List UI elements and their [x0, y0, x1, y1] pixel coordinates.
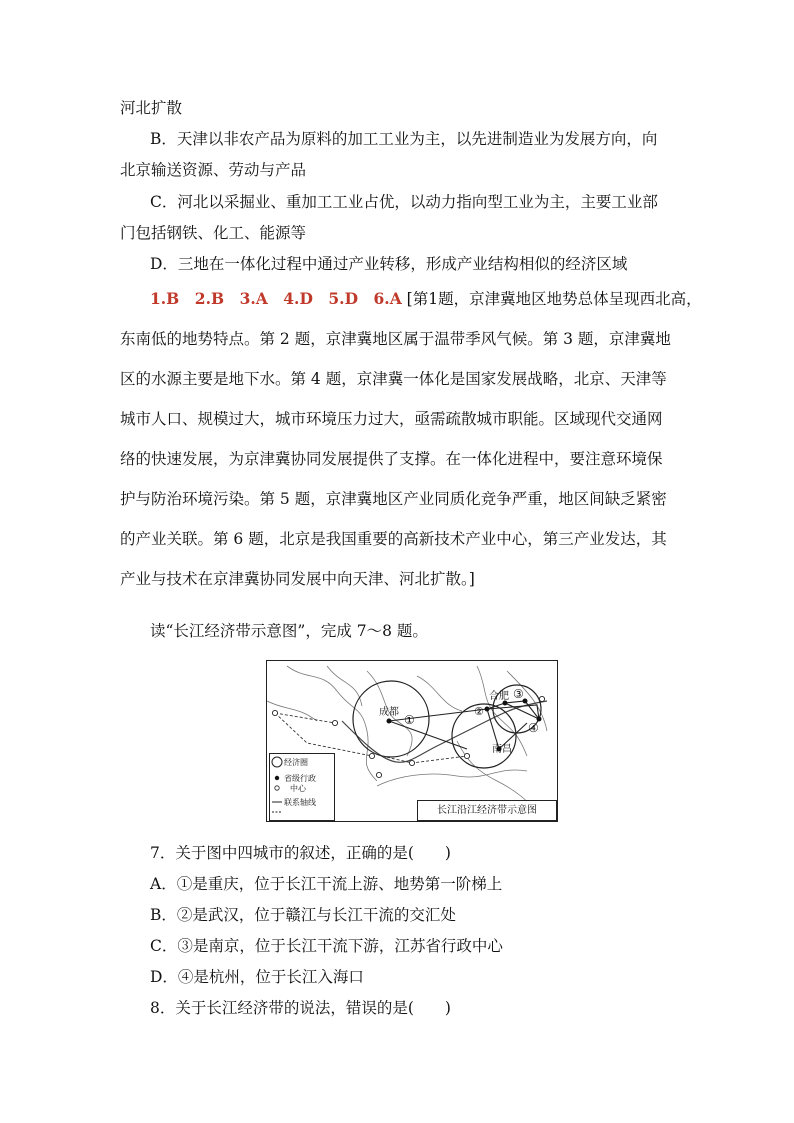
label-city-2: ② — [474, 705, 484, 718]
yangtze-map-figure — [266, 660, 558, 822]
answer-line1 — [150, 289, 702, 309]
map-legend — [269, 753, 335, 821]
legend-center: 中心 — [290, 784, 306, 793]
answer-explanation-start: [第1题，京津冀地区地势总体呈现西北高， — [406, 290, 702, 308]
label-hefei: 合肥 — [489, 691, 509, 702]
answer-line7: 的产业关联。第 6 题，北京是我国重要的高新技术产业中心，第三产业发达，其 — [120, 530, 667, 548]
answer-line4: 城市人口、规模过大，城市环境压力过大，亟需疏散城市职能。区域现代交通网 — [120, 410, 663, 428]
answer-line8: 产业与技术在京津冀协同发展中向天津、河北扩散。] — [120, 570, 475, 588]
option-d: D．三地在一体化过程中通过产业转移，形成产业结构相似的经济区域 — [150, 255, 628, 273]
label-nanchang: 南昌 — [492, 744, 512, 755]
q7-option-b: B．②是武汉，位于赣江与长江干流的交汇处 — [150, 906, 456, 924]
q7-option-a: A．①是重庆，位于长江干流上游、地势第一阶梯上 — [150, 875, 503, 893]
label-chengdu: 成都 — [379, 707, 399, 718]
paragraph-continuation: 河北扩散 — [120, 99, 183, 117]
option-c-line2: 门包括钢铁、化工、能源等 — [120, 224, 307, 242]
answer-line3: 区的水源主要是地下水。第 4 题，京津冀一体化是国家发展战略，北京、天津等 — [120, 370, 667, 388]
label-city-1: ① — [404, 713, 415, 727]
q7-option-c: C．③是南京，位于长江干流下游，江苏省行政中心 — [150, 937, 503, 955]
option-b-line1: B．天津以非农产品为原料的加工工业为主，以先进制造业为发展方向，向 — [150, 130, 658, 148]
q7-option-d: D．④是杭州，位于长江入海口 — [150, 968, 364, 986]
legend-axis-line: 联系轴线 — [284, 798, 316, 807]
option-c-line1: C．河北以采掘业、重加工工业占优，以动力指向型工业为主，主要工业部 — [150, 193, 658, 211]
label-city-4: ④ — [528, 721, 539, 735]
answer-line5: 络的快速发展，为京津冀协同发展提供了支撑。在一体化进程中，要注意环境保 — [120, 450, 663, 468]
option-b-line2: 北京输送资源、劳动与产品 — [120, 161, 307, 179]
legend-province-center: 省级行政 — [284, 774, 316, 783]
q7-stem: 7．关于图中四城市的叙述，正确的是( ) — [150, 844, 451, 862]
answer-line2: 东南低的地势特点。第 2 题，京津冀地区属于温带季风气候。第 3 题，京津冀地 — [120, 330, 671, 348]
q8-stem: 8．关于长江经济带的说法，错误的是( ) — [150, 999, 451, 1017]
figure-intro: 读“长江经济带示意图”，完成 7～8 题。 — [150, 622, 428, 640]
label-city-3: ③ — [513, 687, 524, 701]
figure-title: 长江沿江经济带示意图 — [417, 800, 557, 821]
answer-line6: 护与防治环境污染。第 5 题，京津冀地区产业同质化竞争严重，地区间缺乏紧密 — [120, 490, 667, 508]
answer-keys: 1.B 2.B 3.A 4.D 5.D 6.A — [150, 289, 402, 308]
legend-economic-zone: 经济圈 — [284, 758, 308, 767]
